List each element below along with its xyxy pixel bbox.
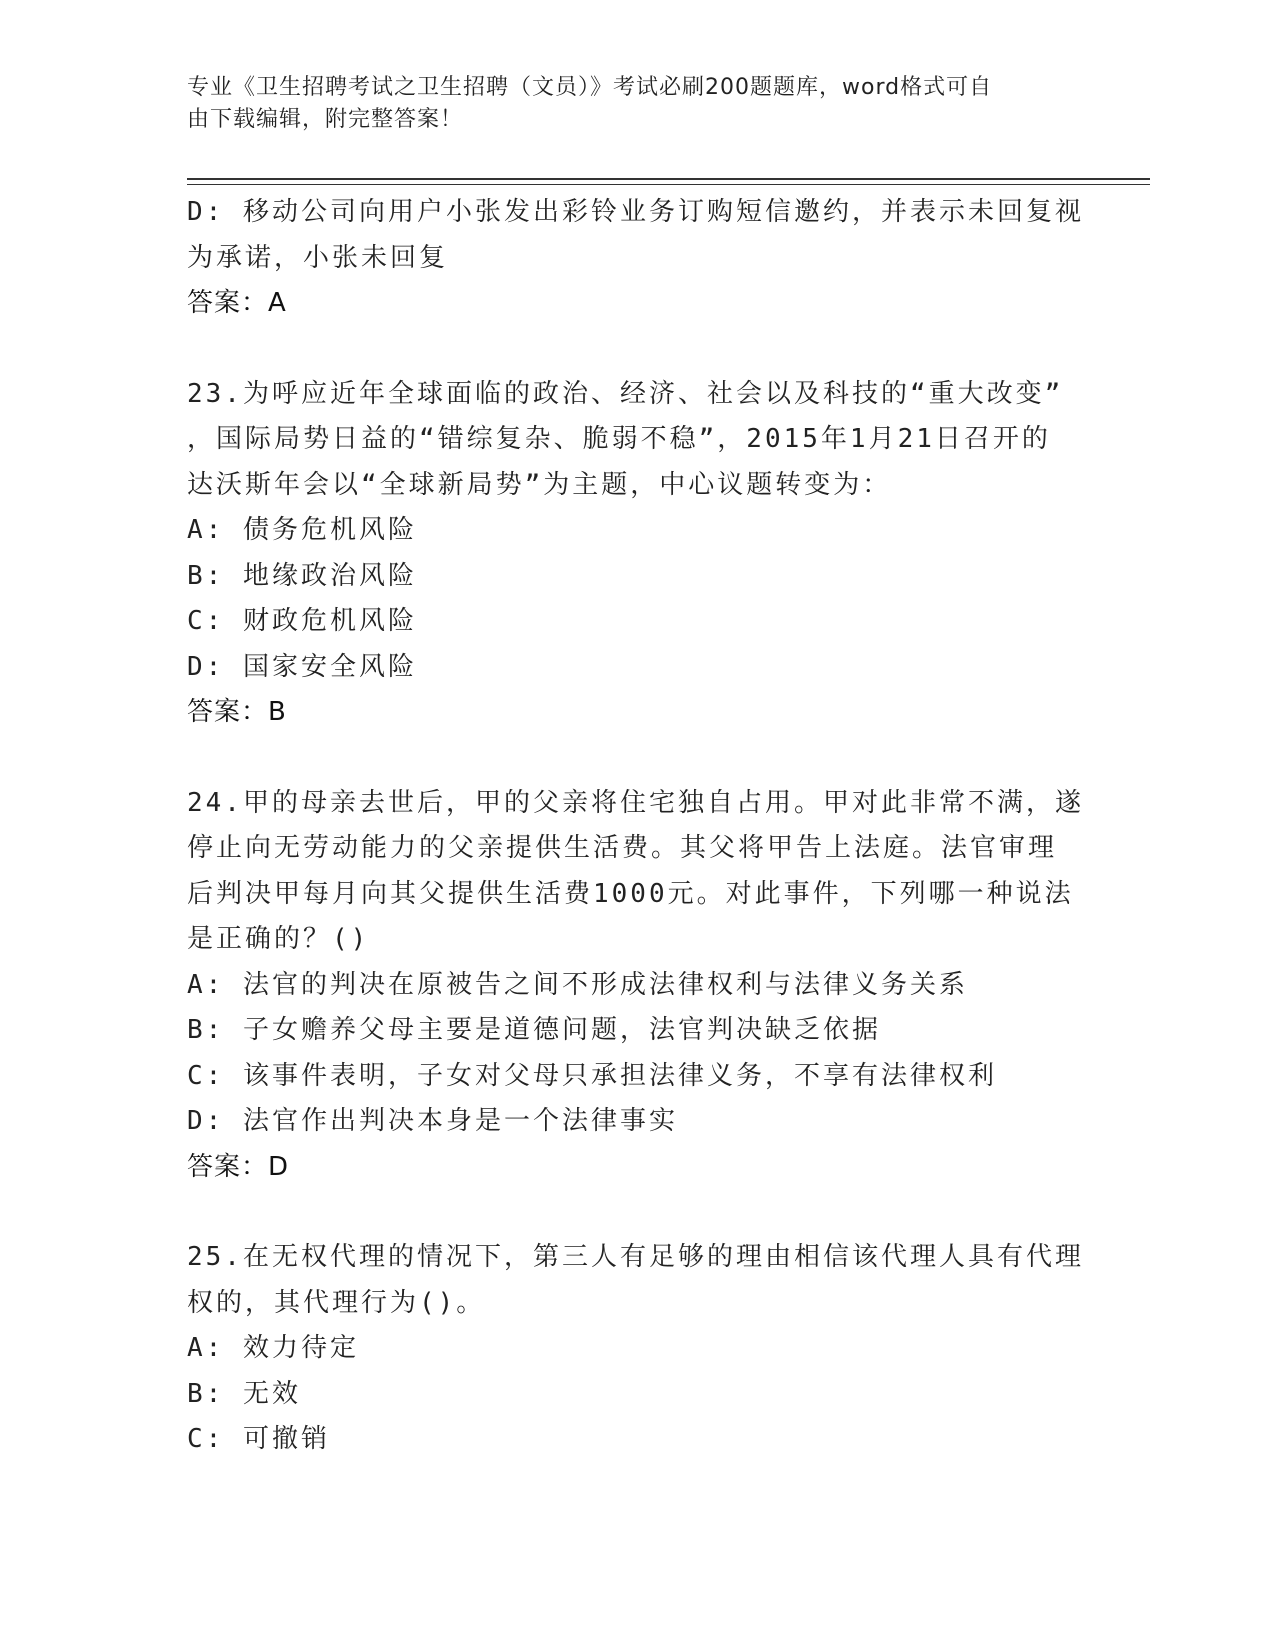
question-stem-line: ，国际局势日益的“错综复杂、脆弱不稳”，2015年1月21日召开的: [187, 424, 1051, 454]
header-line-2: 由下载编辑，附完整答案！: [187, 107, 464, 132]
question-stem-line: 24.甲的母亲去世后，甲的父亲将住宅独自占用。甲对此非常不满，遂: [187, 787, 1084, 818]
option-b: B: 无效: [187, 1378, 301, 1409]
option-c: C: 该事件表明，子女对父母只承担法律义务，不享有法律权利: [187, 1060, 997, 1091]
option-b: B: 地缘政治风险: [187, 560, 417, 591]
question-23: [187, 372, 1087, 736]
header-line-1: 专业《卫生招聘考试之卫生招聘（文员）》考试必刷200题题库，word格式可自: [187, 75, 993, 100]
answer-line: 答案：D: [187, 1151, 290, 1182]
header-divider-thick: [187, 178, 1150, 180]
option-b: B: 子女赡养父母主要是道德问题，法官判决缺乏依据: [187, 1015, 881, 1045]
question-25: [187, 1235, 1087, 1463]
option-c: C: 可撤销: [187, 1424, 330, 1454]
question-stem-line: 达沃斯年会以“全球新局势”为主题，中心议题转变为：: [187, 469, 892, 500]
option-d: D: 国家安全风险: [187, 651, 417, 682]
question-stem-line: 权的，其代理行为()。: [187, 1287, 486, 1318]
question-24: [187, 781, 1087, 1191]
answer-line: 答案：A: [187, 288, 287, 318]
option-d: D: 法官作出判决本身是一个法律事实: [187, 1106, 678, 1136]
document-header: [187, 72, 1087, 136]
question-stem-line: 是正确的？(): [187, 924, 370, 954]
header-divider-thin: [187, 184, 1150, 185]
option-c: C: 财政危机风险: [187, 606, 417, 636]
option-a: A: 债务危机风险: [187, 515, 417, 545]
spacer: [187, 1190, 1087, 1235]
question-22-tail: [187, 190, 1087, 327]
question-stem-line: 25.在无权代理的情况下，第三人有足够的理由相信该代理人具有代理: [187, 1242, 1084, 1272]
question-stem-line: 停止向无劳动能力的父亲提供生活费。其父将甲告上法庭。法官审理: [187, 833, 1058, 863]
option-d-line-2: 为承诺，小张未回复: [187, 242, 449, 273]
spacer: [187, 736, 1087, 781]
question-stem-line: 23.为呼应近年全球面临的政治、经济、社会以及科技的“重大改变”: [187, 378, 1064, 409]
option-d-line-1: D: 移动公司向用户小张发出彩铃业务订购短信邀约，并表示未回复视: [187, 197, 1084, 227]
option-a: A: 效力待定: [187, 1333, 359, 1363]
option-a: A: 法官的判决在原被告之间不形成法律权利与法律义务关系: [187, 969, 968, 1000]
spacer: [187, 327, 1087, 372]
question-content: [187, 190, 1087, 1463]
answer-line: 答案：B: [187, 697, 287, 727]
question-stem-line: 后判决甲每月向其父提供生活费1000元。对此事件，下列哪一种说法: [187, 878, 1074, 909]
